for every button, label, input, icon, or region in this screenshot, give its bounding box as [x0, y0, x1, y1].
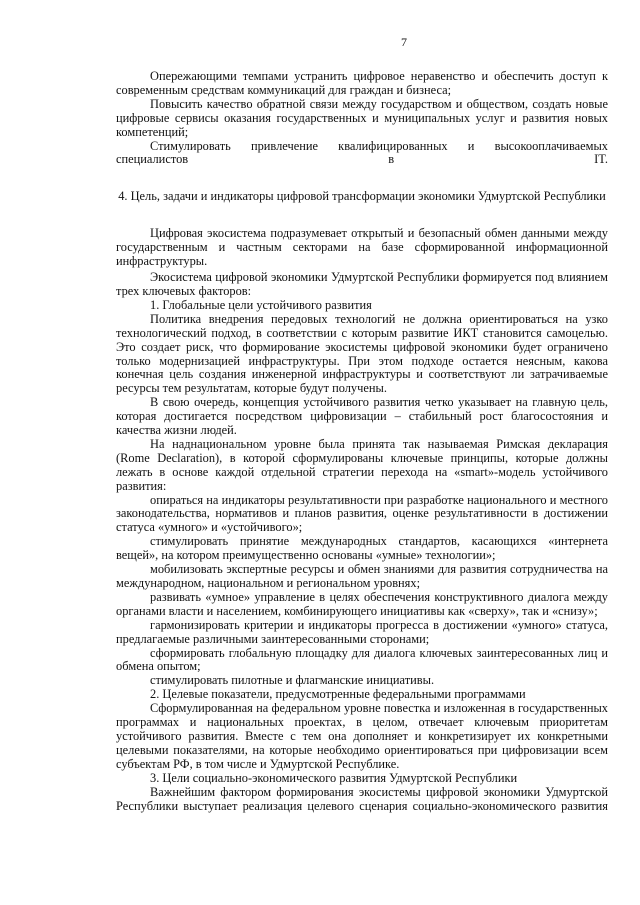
paragraph-rome-declaration: На наднациональном уровне была принята так называемая Римская декларация (Rome Declaration), в которой сформулированы ключевые принципы, которые должны лежать в основе каждой отдельной стратегии перехода на «smart»-модель устойчивого развития:	[116, 436, 608, 493]
list-item-performance-indicators: опираться на индикаторы результативности при разработке национального и местного законодательства, нормативов и планов развития, оценке результативности в достижении статуса «умного» и «устойчивого»;	[116, 492, 608, 535]
paragraph-technology-policy: Политика внедрения передовых технологий не должна ориентироваться на узко технологический подход, в соответствии с которым развитие ИКТ становится самоцелью. Это создает риск, что формирование экосистемы цифровой экономики будет ограничено только модернизацией инфраструктуры. При этом подходе остается неясным, какова конечная цель создания инженерной инфраструктуры и соответствуют ли затрачиваемые ресурсы тем результатам, которые будут получены.	[116, 311, 608, 396]
paragraph-digital-inequality: Опережающими темпами устранить цифровое неравенство и обеспечить доступ к современным средствам коммуникаций для граждан и бизнеса;	[116, 69, 608, 97]
subheading-federal-targets: 2. Целевые показатели, предусмотренные федеральными программами	[150, 687, 526, 702]
paragraph-digital-ecosystem: Цифровая экосистема подразумевает открытый и безопасный обмен данными между государственным и частным секторами на базе сформированной информационной инфраструктуры.	[116, 226, 608, 269]
page-number: 7	[401, 35, 407, 49]
paragraph-target-scenario: Важнейшим фактором формирования экосистемы цифровой экономики Удмуртской Республики выступает реализация целевого сценария социально-экономического развития	[116, 784, 608, 813]
paragraph-feedback-quality: Повысить качество обратной связи между государством и обществом, создать новые цифровые сервисы оказания государственных и муниципальных услуг и развития новых компетенций;	[116, 96, 608, 139]
paragraph-ecosystem-factors: Экосистема цифровой экономики Удмуртской Республики формируется под влиянием трех ключевых факторов:	[116, 270, 608, 298]
paragraph-it-specialists: Стимулировать привлечение квалифицированных и высокооплачиваемых специалистов в IT.	[116, 138, 608, 167]
section-heading: 4. Цель, задачи и индикаторы цифровой трансформации экономики Удмуртской Республики	[118, 189, 606, 204]
subheading-global-goals: 1. Глобальные цели устойчивого развития	[150, 297, 372, 312]
list-item-international-standards: стимулировать принятие международных стандартов, касающихся «интернета вещей», на котором преимущественно основаны «умные» технологии»;	[116, 534, 608, 563]
list-item-harmonize-criteria: гармонизировать критерии и индикаторы прогресса в достижении «умного» статуса, предлагаемые различными заинтересованными сторонами;	[116, 617, 608, 646]
subheading-regional-goals: 3. Цели социально-экономического развития Удмуртской Республики	[150, 770, 518, 785]
paragraph-federal-agenda: Сформулированная на федеральном уровне повестка и изложенная в государственных программах и национальных проектах, в целом, отвечает ключевым приоритетам устойчивого развития. Вместе с тем она дополняет и конкретизирует их конкретными целевыми показателями, на которые необходимо ориентироваться при цифровизации всем субъектам РФ, в том числе и Удмуртской Республике.	[116, 701, 608, 771]
paragraph-sustainability-concept: В свою очередь, концепция устойчивого развития четко указывает на главную цель, которая достигается посредством цифровизации – стабильный рост благосостояния и качества жизни людей.	[116, 395, 608, 438]
list-item-smart-governance: развивать «умное» управление в целях обеспечения конструктивного диалога между органами власти и населением, комбинирующего инициативы как «сверху», так и «снизу»;	[116, 589, 608, 618]
list-item-global-platform: сформировать глобальную площадку для диалога ключевых заинтересованных лиц и обмена опытом;	[116, 645, 608, 674]
list-item-expert-resources: мобилизовать экспертные ресурсы и обмен знаниями для развития сотрудничества на международном, национальном и региональном уровнях;	[116, 562, 608, 590]
list-item-pilot-initiatives: стимулировать пилотные и флагманские инициативы.	[150, 673, 435, 688]
